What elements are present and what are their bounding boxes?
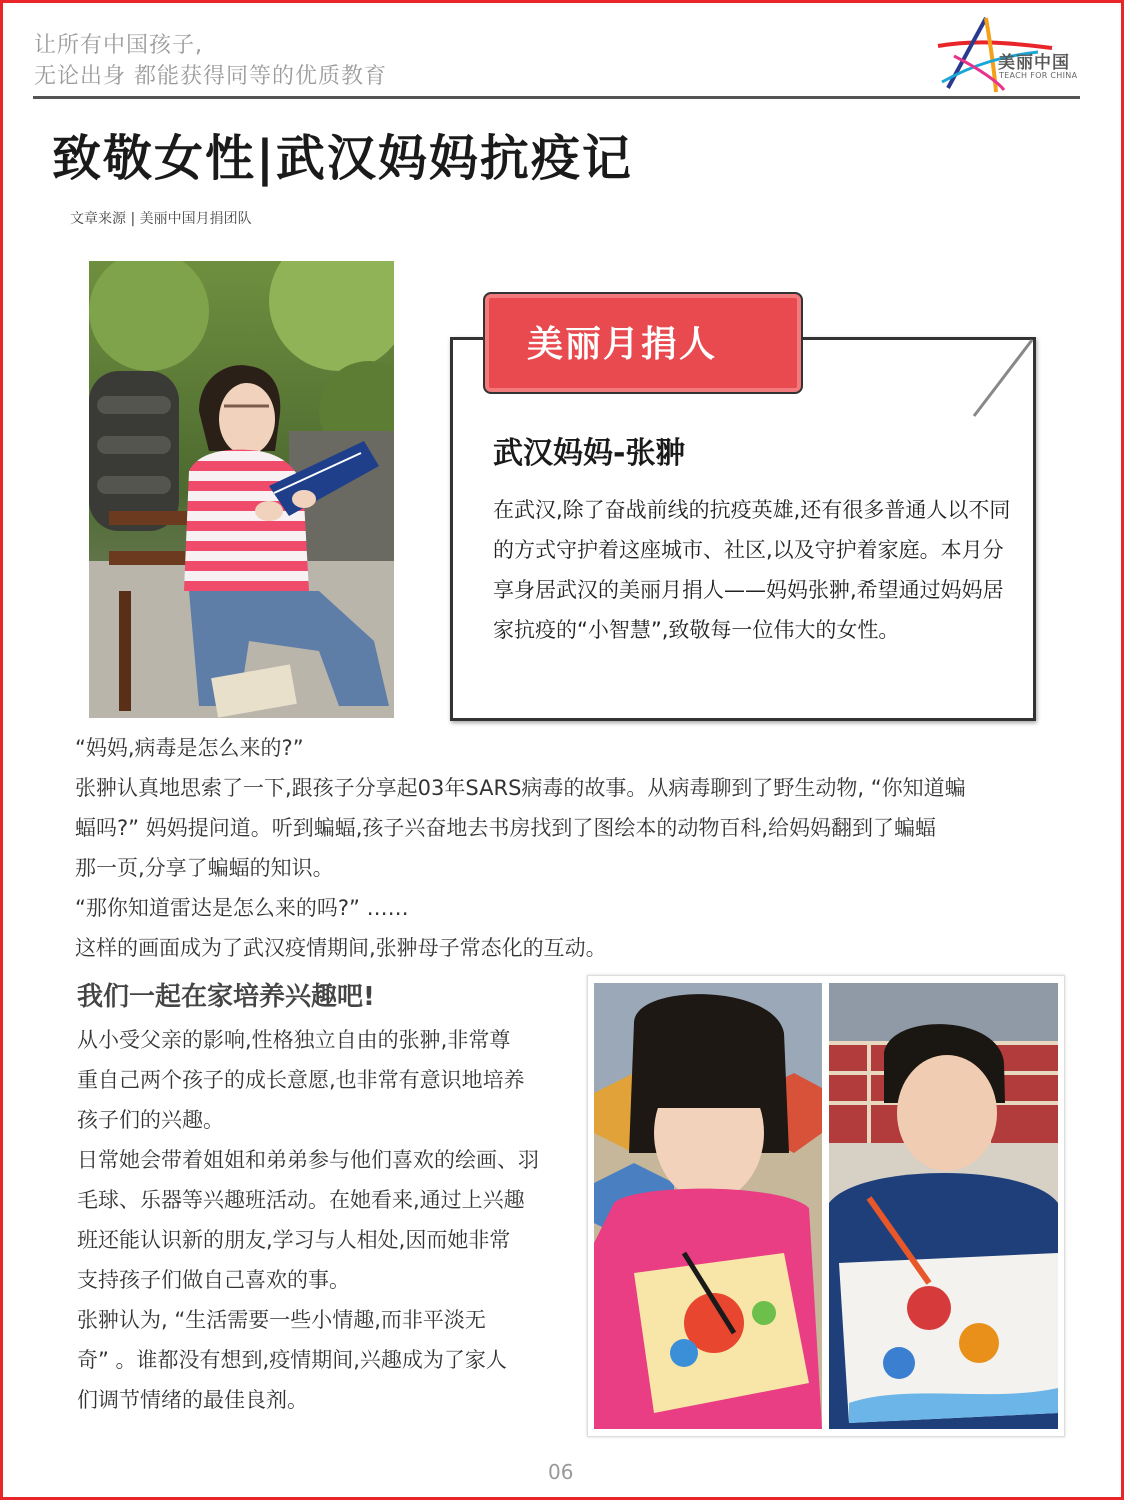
article-source: 文章来源 | 美丽中国月捐团队 xyxy=(70,211,252,227)
section-line: 奇” 。谁都没有想到,疫情期间,兴趣成为了家人 xyxy=(77,1348,507,1372)
card-corner-line xyxy=(960,338,1040,423)
mother-reading-photo xyxy=(89,261,394,718)
logo-subtitle: TEACH FOR CHINA xyxy=(999,71,1078,80)
section-line: 重自己两个孩子的成长意愿,也非常有意识地培养 xyxy=(77,1068,525,1092)
section-line: 们调节情绪的最佳良剂。 xyxy=(77,1388,308,1412)
section-heading: 我们一起在家培养兴趣吧! xyxy=(77,982,375,1012)
card-tab-label: 美丽月捐人 xyxy=(527,324,718,365)
boy-drawing-photo xyxy=(829,983,1058,1429)
section-line: 张翀认为, “生活需要一些小情趣,而非平淡无 xyxy=(77,1308,486,1332)
article-title: 致敬女性|武汉妈妈抗疫记 xyxy=(52,130,633,187)
slogan-line-1: 让所有中国孩子, xyxy=(34,33,203,58)
section-line: 从小受父亲的影响,性格独立自由的张翀,非常尊 xyxy=(77,1028,511,1052)
story-line: “妈妈,病毒是怎么来的?” xyxy=(75,736,304,760)
page-number: 06 xyxy=(548,1460,574,1484)
section-line: 班还能认识新的朋友,学习与人相处,因而她非常 xyxy=(77,1228,511,1252)
donor-name: 武汉妈妈-张翀 xyxy=(493,436,686,471)
donor-intro: 在武汉,除了奋战前线的抗疫英雄,还有很多普通人以不同的方式守护着这座城市、社区,以及守护着家庭。本月分享身居武汉的美丽月捐人——妈妈张翀,希望通过妈妈居家抗疫的“小智慧”,致敬每一位伟大的女性。 xyxy=(493,498,1011,642)
story-line: 那一页,分享了蝙蝠的知识。 xyxy=(75,856,334,880)
section-line: 孩子们的兴趣。 xyxy=(77,1108,224,1132)
slogan-line-2: 无论出身 都能获得同等的优质教育 xyxy=(34,64,387,89)
story-line: 张翀认真地思索了一下,跟孩子分享起03年SARS病毒的故事。从病毒聊到了野生动物, “你知道蝙 xyxy=(75,776,966,800)
girl-drawing-photo xyxy=(594,983,822,1429)
story-paragraph xyxy=(75,728,1055,968)
logo-name: 美丽中国 xyxy=(998,53,1070,73)
slogan xyxy=(34,30,387,92)
story-line: 蝠吗?” 妈妈提问道。听到蝙蝠,孩子兴奋地去书房找到了图绘本的动物百科,给妈妈翻到了蝙蝠 xyxy=(75,816,937,840)
section-line: 日常她会带着姐姐和弟弟参与他们喜欢的绘画、羽 xyxy=(77,1148,539,1172)
header-divider xyxy=(33,96,1080,99)
story-line: 这样的画面成为了武汉疫情期间,张翀母子常态化的互动。 xyxy=(75,936,607,960)
section-paragraph xyxy=(77,1020,572,1420)
story-line: “那你知道雷达是怎么来的吗?” …… xyxy=(75,896,409,920)
section-line: 支持孩子们做自己喜欢的事。 xyxy=(77,1268,350,1292)
section-line: 毛球、乐器等兴趣班活动。在她看来,通过上兴趣 xyxy=(77,1188,525,1212)
